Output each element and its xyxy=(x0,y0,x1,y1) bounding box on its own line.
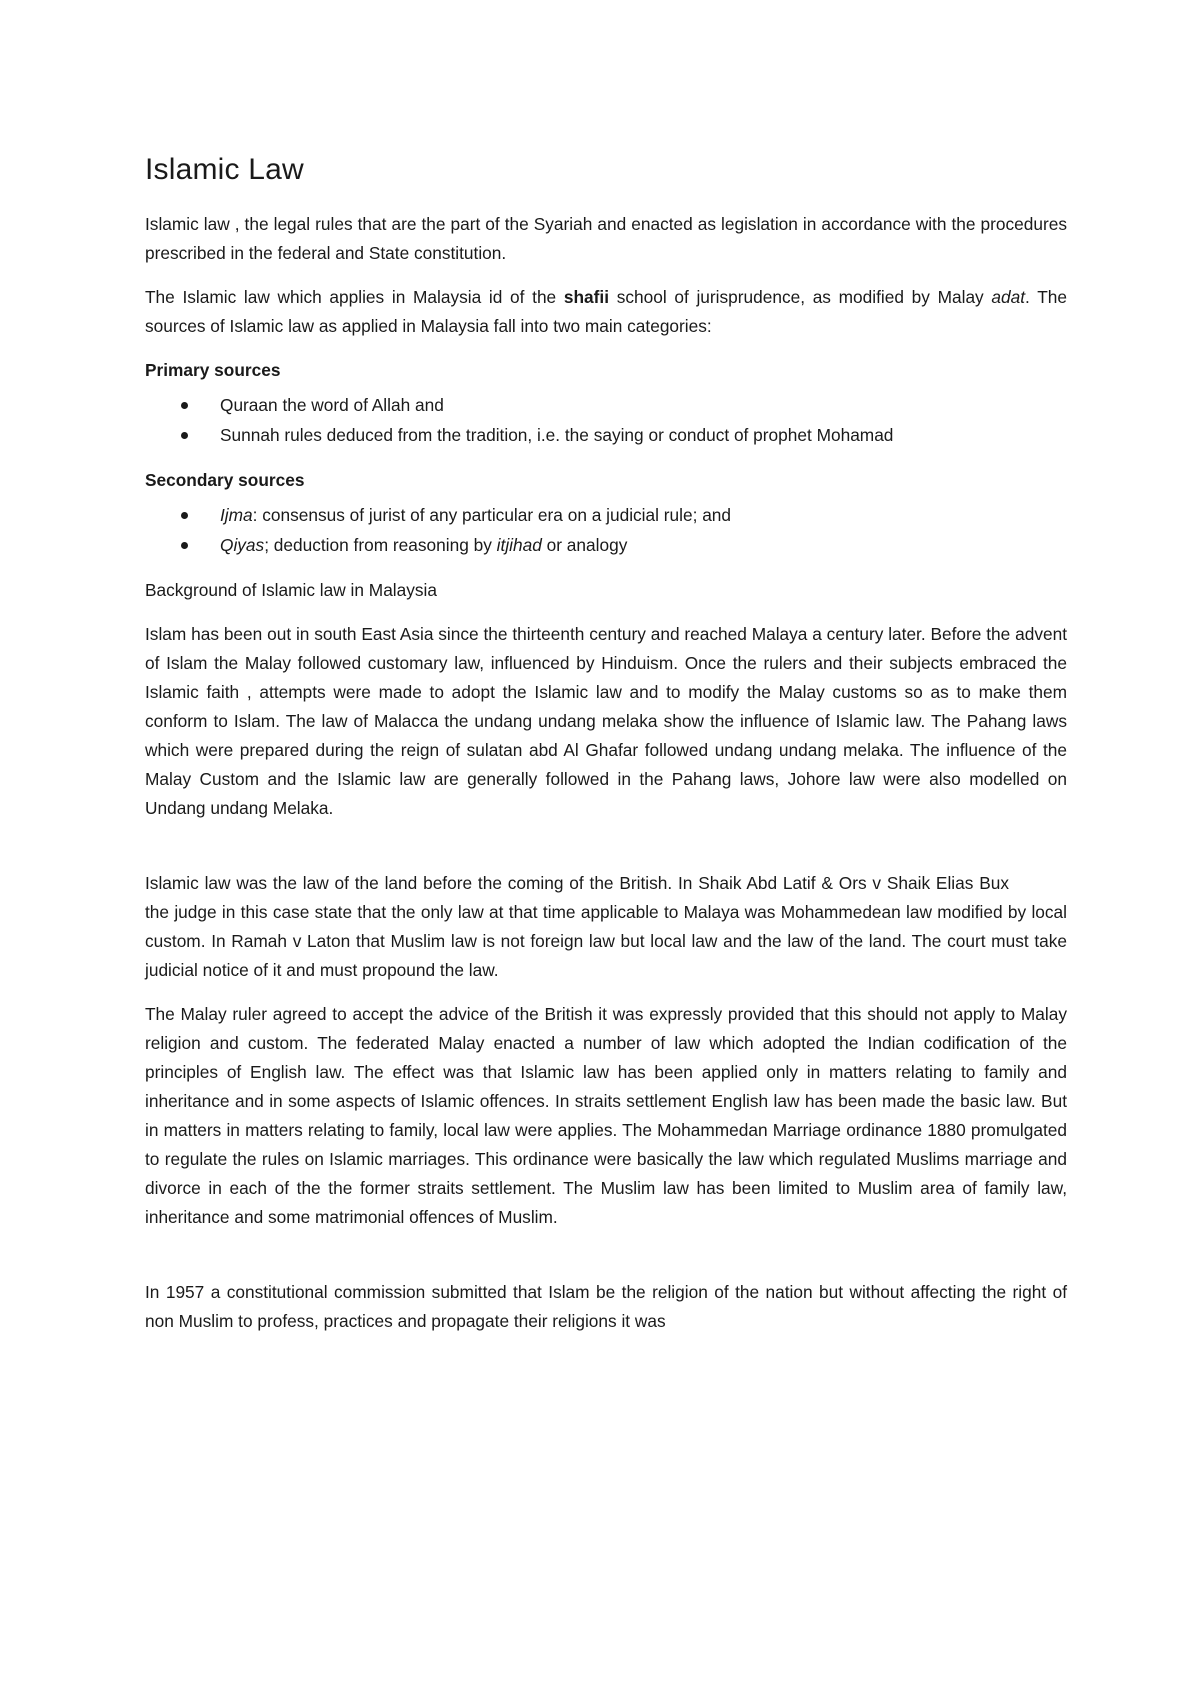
list-item xyxy=(220,531,1067,561)
list-item: Quraan the word of Allah and xyxy=(220,391,1067,421)
background-paragraph-1: Islam has been out in south East Asia since the thirteenth century and reached Malaya a century later. Before the advent of Islam the Malay followed customary law, influenced by Hinduism. Once the rulers and their subjects embraced the Islamic faith , attempts were made to adopt the Islamic law and to modify the Malay customs so as to make them conform to Islam. The law of Malacca the undang undang melaka show the influence of Islamic law. The Pahang laws which were prepared during the reign of sulatan abd Al Ghafar followed undang undang melaka. The influence of the Malay Custom and the Islamic law are generally followed in the Pahang laws, Johore law were also modelled on Undang undang Melaka. xyxy=(145,624,1067,818)
bg-p2-text-b: the judge in this case state that the only law at that time applicable to Malaya was Mohammedean law modified by local custom. In Ramah v Laton that Muslim law is not foreign law but local law and the law of the land. The court must take judicial notice of it and must propound the law. xyxy=(145,902,1067,980)
secondary-sources-heading: Secondary sources xyxy=(145,470,305,490)
primary-sources-list xyxy=(145,391,1067,450)
page-title: Islamic Law xyxy=(145,153,304,186)
intro-paragraph-2 xyxy=(145,283,1067,341)
intro-p2-text-a: The Islamic law which applies in Malaysia id of the xyxy=(145,287,564,307)
background-heading: Background of Islamic law in Malaysia xyxy=(145,580,437,600)
background-paragraph-4: In 1957 a constitutional commission submitted that Islam be the religion of the nation but without affecting the right of non Muslim to profess, practices and propagate their religions it was xyxy=(145,1282,1067,1331)
bg-p2-text-a: Islamic law was the law of the land before the coming of the British. In Shaik Abd Latif & Ors v Shaik Elias Bux xyxy=(145,873,1009,893)
background-paragraph-3: The Malay ruler agreed to accept the advice of the British it was expressly provided that this should not apply to Malay religion and custom. The federated Malay enacted a number of law which adopted the Indian codification of the principles of English law. The effect was that Islamic law has been applied only in matters relating to family and inheritance and in some aspects of Islamic offences. In straits settlement English law has been made the basic law. But in matters in matters relating to family, local law were applies. The Mohammedan Marriage ordinance 1880 promulgated to regulate the rules on Islamic marriages. This ordinance were basically the law which regulated Muslims marriage and divorce in each of the the former straits settlement. The Muslim law has been limited to Muslim area of family law, inheritance and some matrimonial offences of Muslim. xyxy=(145,1004,1067,1227)
primary-sources-heading: Primary sources xyxy=(145,360,281,380)
term-itjihad: itjihad xyxy=(496,534,542,555)
term-qiyas: Qiyas xyxy=(220,534,265,555)
ijma-definition: : consensus of jurist of any particular era on a judicial rule; and xyxy=(252,505,732,525)
secondary-sources-list xyxy=(145,501,1067,560)
qiyas-definition: ; deduction from reasoning by xyxy=(264,534,497,555)
background-paragraph-2 xyxy=(145,869,1067,985)
intro-paragraph-1: Islamic law , the legal rules that are the part of the Syariah and enacted as legislation in accordance with the procedures prescribed in the federal and State constitution. xyxy=(145,214,1067,263)
intro-p2-text-e: . The sources of Islamic law as applied in Malaysia fall into two main categories: xyxy=(145,287,1067,336)
qiyas-definition-end: or analogy xyxy=(541,534,628,555)
list-item xyxy=(220,501,1067,531)
intro-p2-adat: adat xyxy=(991,287,1026,307)
list-item: Sunnah rules deduced from the tradition, i.e. the saying or conduct of prophet Mohamad xyxy=(220,421,1067,451)
intro-p2-text-c: school of jurisprudence, as modified by Malay xyxy=(609,287,992,307)
intro-p2-shafii: shafii xyxy=(563,287,610,307)
term-ijma: Ijma xyxy=(220,505,253,525)
